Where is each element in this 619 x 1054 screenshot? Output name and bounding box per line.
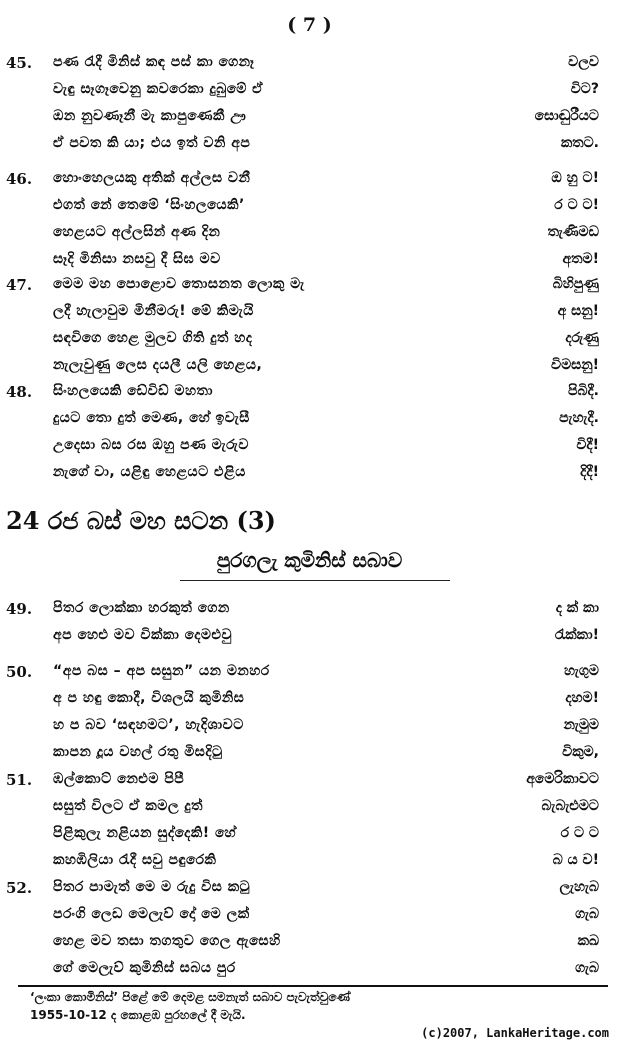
verse-line xyxy=(0,328,619,355)
stanza xyxy=(0,168,619,276)
verse-text: අ ප හඳු කොදී, විශලයි කුමිනිස xyxy=(53,690,245,706)
verse-text: පිතර පාමැත් මෙ ම රුදු විස කටු xyxy=(53,879,251,895)
verse-ending: හැගුම xyxy=(564,663,599,679)
verse-text: ඹල්කොට් නෙළුම පිපී xyxy=(53,771,185,787)
stanza xyxy=(0,274,619,382)
verse-line xyxy=(0,168,619,195)
verse-line xyxy=(0,381,619,408)
verse-ending: අමෙරිකාවට xyxy=(526,771,599,787)
verse-ending: බ ය ව! xyxy=(552,852,599,868)
verse-text: වැඳු සෑගෑවෙනු කවරෙකා දුබුමේ ඒ xyxy=(53,81,264,97)
verse-line xyxy=(0,435,619,462)
verse-text: සඳවිගෙ හෙළ මුලව ගිති දුත් හද xyxy=(53,330,253,346)
verse-line xyxy=(0,796,619,823)
page-number: ( 7 ) xyxy=(287,14,332,36)
verse-ending: විකුම, xyxy=(562,744,599,760)
verse-text: සෑදි මිනිසා නසවු දී සිඝ මව xyxy=(53,251,221,267)
footnote-line-2: 1955-10-12 ද කොළඹ පුරහලේ දී මැයි. xyxy=(30,1008,246,1022)
stanza xyxy=(0,381,619,489)
verse-text: සිංහලයෙකි ඩේවිඩ් මහතා xyxy=(53,383,213,399)
verse-line xyxy=(0,688,619,715)
verse-text: ඔන නුවණෑනී මැ කාපුණෙකී ඌ xyxy=(53,108,247,124)
verse-ending: බැබැළුමට xyxy=(541,798,599,814)
verse-line xyxy=(0,274,619,301)
verse-text: හෙළ මව තසා තගතුව ගෙල ඇසෙහි xyxy=(53,933,281,949)
section-title: 24 රජ බස් මහ සටන (3) xyxy=(6,506,276,535)
verse-line xyxy=(0,877,619,904)
verse-text: හෙළයට අල්ලසින් අණ දින xyxy=(53,224,221,240)
verse-text: පිළිකුලැ නළියන සුද්දෙකි! හේ xyxy=(53,825,237,841)
verse-line xyxy=(0,850,619,877)
verse-text: පිතර ලොක්කා හරකුත් ගෙන xyxy=(53,600,230,616)
copyright-credit: (c)2007, LankaHeritage.com xyxy=(421,1026,609,1040)
verse-ending: බිහිපුණු xyxy=(552,276,599,292)
verse-line xyxy=(0,958,619,985)
verse-line xyxy=(0,408,619,435)
verse-line xyxy=(0,79,619,106)
verse-line xyxy=(0,133,619,160)
verse-line xyxy=(0,195,619,222)
verse-line xyxy=(0,661,619,688)
verse-text: පණ රැදී මිනිස් කඳ පස් කා ගෙනෑ xyxy=(53,54,255,70)
stanza-number: 46. xyxy=(6,170,33,188)
verse-ending: අතම! xyxy=(562,251,599,267)
verse-text: “අප බස – අප සසුන” යන මනහර xyxy=(53,663,270,679)
verse-line xyxy=(0,823,619,850)
verse-text: හොංහෙලයකු අතික් අල්ලස වනී xyxy=(53,170,251,186)
verse-line xyxy=(0,462,619,489)
verse-text: පරංගි ලෙඩ මෙලැව් දෝ මෙ ලක් xyxy=(53,906,250,922)
verse-text: උදෙසා බස රස ඔහු පණ මැරුව xyxy=(53,437,249,453)
verse-ending: පැහැදී. xyxy=(559,410,599,426)
stanza-number: 48. xyxy=(6,383,33,401)
stanza-number: 47. xyxy=(6,276,33,294)
verse-ending: ගැබ xyxy=(575,960,599,976)
verse-text: නැලැවුණු ලෙස දයලී යලි හෙළය, xyxy=(53,357,263,373)
verse-ending: කඛ xyxy=(577,933,599,949)
verse-text: ඒ පවත කි යා; එය ඉත් වනි අප xyxy=(53,135,251,151)
verse-ending: අ සනු! xyxy=(557,303,599,319)
verse-text: දුයට තො දුත් මෙණ, හේ ඉවැසී xyxy=(53,410,250,426)
verse-ending: ර ට ට xyxy=(560,825,599,841)
stanza xyxy=(0,877,619,985)
verse-ending: ද ක් කා xyxy=(555,600,599,616)
verse-ending: ර ට ට! xyxy=(554,197,599,213)
verse-line xyxy=(0,249,619,276)
verse-line xyxy=(0,769,619,796)
verse-line xyxy=(0,742,619,769)
verse-line xyxy=(0,904,619,931)
verse-line xyxy=(0,222,619,249)
verse-line xyxy=(0,301,619,328)
verse-text: මෙම මහ පොළොව තොසනත ලොකු මැ xyxy=(53,276,305,292)
stanza-number: 50. xyxy=(6,663,33,681)
verse-text: හ ප බව ‘සඳහමට’, හැදිශාවට xyxy=(53,717,244,733)
verse-text: කහඹිලියා රැදී සවු පඳුරෙකි xyxy=(53,852,217,868)
verse-ending: දිදී! xyxy=(580,464,599,480)
verse-line xyxy=(0,625,619,652)
stanza xyxy=(0,598,619,652)
stanza-number: 45. xyxy=(6,54,33,72)
stanza-number: 52. xyxy=(6,879,33,897)
verse-ending: නැමුම xyxy=(563,717,599,733)
verse-ending: දරුණු xyxy=(565,330,599,346)
verse-ending: විදී! xyxy=(576,437,599,453)
verse-line xyxy=(0,52,619,79)
verse-line xyxy=(0,598,619,625)
stanza-number: 51. xyxy=(6,771,33,789)
verse-ending: විමසනු! xyxy=(551,357,599,373)
stanza-number: 49. xyxy=(6,600,33,618)
stanza xyxy=(0,52,619,160)
stanza xyxy=(0,661,619,769)
verse-text: නැගේ වා, යළිඳු හෙළයට එළිය xyxy=(53,464,246,480)
verse-text: එගත් නේ තෙමේ ‘සිංහලයෙකි’ xyxy=(53,197,245,213)
verse-ending: වලව xyxy=(568,54,599,70)
verse-ending: දහම! xyxy=(565,690,599,706)
verse-text: සසුත් විලට ඒ කමල දුත් xyxy=(53,798,203,814)
stanza xyxy=(0,769,619,877)
verse-line xyxy=(0,715,619,742)
verse-text: ගේ මෙලැව් කුමිනිස් සබය පුර xyxy=(53,960,236,976)
verse-ending: ගැබ xyxy=(575,906,599,922)
verse-line xyxy=(0,931,619,958)
verse-ending: සොඬුරීයට xyxy=(534,108,599,124)
verse-ending: පිබිදී. xyxy=(567,383,599,399)
verse-text: අප හෙළු මව වික්කා දෙමළුවු xyxy=(53,627,233,643)
verse-text: කාපන දූය වහල් රතු මිසදිටු xyxy=(53,744,223,760)
footnote-divider xyxy=(18,985,608,987)
footnote-line-1: ‘ලංකා කොමිනිස්’ පිළේ මේ දෙමළ සමනැත් සබාව පැවැත්වුණේ xyxy=(30,990,351,1004)
verse-ending: තැණිමඩ xyxy=(547,224,599,240)
subtitle-underline xyxy=(180,580,450,581)
verse-ending: රැක්කා! xyxy=(554,627,599,643)
verse-text: ලදී හැලාවුම මිනීමරු! මේ කිමැයි xyxy=(53,303,254,319)
verse-ending: විට? xyxy=(570,81,599,97)
section-subtitle: පුරගලැ කුමිනිස් සබාව xyxy=(216,548,403,572)
verse-line xyxy=(0,355,619,382)
verse-ending: ලැහැබ xyxy=(559,879,599,895)
verse-line xyxy=(0,106,619,133)
verse-ending: ඔ හු ට! xyxy=(551,170,599,186)
verse-ending: කතට. xyxy=(560,135,599,151)
